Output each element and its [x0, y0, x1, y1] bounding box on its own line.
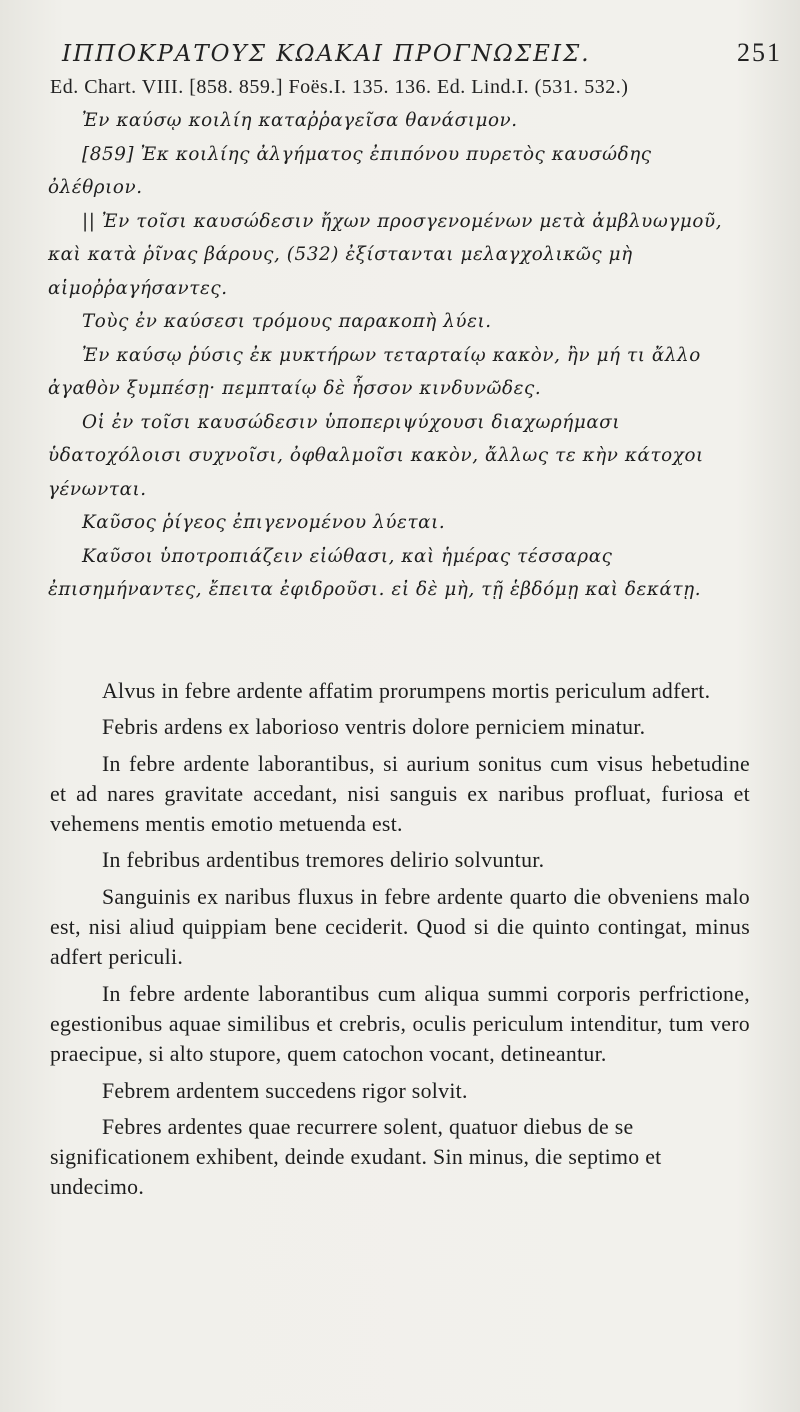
latin-paragraph: Febris ardens ex laborioso ventris dolore perniciem minatur. — [102, 715, 646, 740]
greek-paragraph: Καῦσος ῥίγεος ἐπιγενομένου λύεται. — [82, 512, 446, 533]
latin-paragraph: Alvus in febre ardente affatim prorumpens mortis periculum adfert. — [102, 679, 711, 703]
greek-paragraph: Καῦσοι ὑποτροπιάζειν εἰώθασι, καὶ ἡμέρας τέσσαρας ἐπισημήναντες, ἔπειτα ἐφιδροῦσι. εἰ δὲ μὴ, τῇ ἑβδόμῃ καὶ δεκάτῃ. — [48, 545, 702, 600]
latin-translation-block — [50, 676, 750, 1209]
greek-paragraph: [859] Ἐκ κοιλίης ἀλγήματος ἐπιπόνου πυρετὸς καυσώδης ὀλέθριον. — [48, 143, 652, 198]
latin-paragraph: Febres ardentes quae recurrere solent, quatuor diebus de se significationem exhibent, deinde exudant. Sin minus, die septimo et undecimo. — [50, 1114, 662, 1200]
edition-reference: Ed. Chart. VIII. [858. 859.] Foës.I. 135. 136. Ed. Lind.I. (531. 532.) — [50, 76, 629, 98]
latin-paragraph: Sanguinis ex naribus fluxus in febre ardente quarto die obveniens malo est, nisi aliud quippiam bene ceciderit. Quod si die quinto contingat, minus adfert periculi. — [50, 884, 750, 970]
greek-paragraph: Ἐν καύσῳ ῥύσις ἐκ μυκτήρων τεταρταίῳ κακὸν, ἢν μή τι ἄλλο ἀγαθὸν ξυμπέσῃ· πεμπταίῳ δὲ ἧσσον κινδυνῶδες. — [48, 344, 701, 399]
greek-text-block — [48, 104, 748, 607]
latin-paragraph: Febrem ardentem succedens rigor solvit. — [102, 1078, 468, 1103]
latin-paragraph: In febre ardente laborantibus cum aliqua summi corporis perfrictione, egestionibus aquae similibus et crebris, oculis periculum intenditur, tum vero praecipue, si alto stupore, quem catochon vocant, detineantur. — [50, 981, 750, 1067]
greek-paragraph: Τοὺς ἐν καύσεσι τρόμους παρακοπὴ λύει. — [82, 311, 492, 332]
page-number: 251 — [737, 38, 782, 67]
greek-paragraph: Οἱ ἐν τοῖσι καυσώδεσιν ὑποπεριψύχουσι διαχωρήμασι ὑδατοχόλοισι συχνοῖσι, ὀφθαλμοῖσι κακὸν, ἄλλως τε κὴν κάτοχοι γένωνται. — [48, 411, 704, 500]
page-header — [62, 38, 782, 68]
greek-paragraph: Ἐν καύσῳ κοιλίη καταῤῥαγεῖσα θανάσιμον. — [82, 110, 518, 131]
greek-paragraph: || Ἐν τοῖσι καυσώδεσιν ἤχων προσγενομένων μετὰ ἀμβλυωγμοῦ, καὶ κατὰ ῥῖνας βάρους, (532) ἐξίστανται μελαγχολικῶς μὴ αἱμοῤῥαγήσαντες. — [48, 210, 723, 299]
latin-paragraph: In febribus ardentibus tremores delirio solvuntur. — [102, 848, 545, 873]
latin-paragraph: In febre ardente laborantibus, si aurium sonitus cum visus hebetudine et ad nares gravitate accedant, nisi sanguis ex naribus profluat, furiosa et vehemens mentis emotio metuenda est. — [50, 751, 750, 837]
running-head: ΙΠΠΟΚΡΑΤΟΥΣ ΚΩΑΚΑΙ ΠΡΟΓΝΩΣΕΙΣ. — [62, 41, 591, 67]
